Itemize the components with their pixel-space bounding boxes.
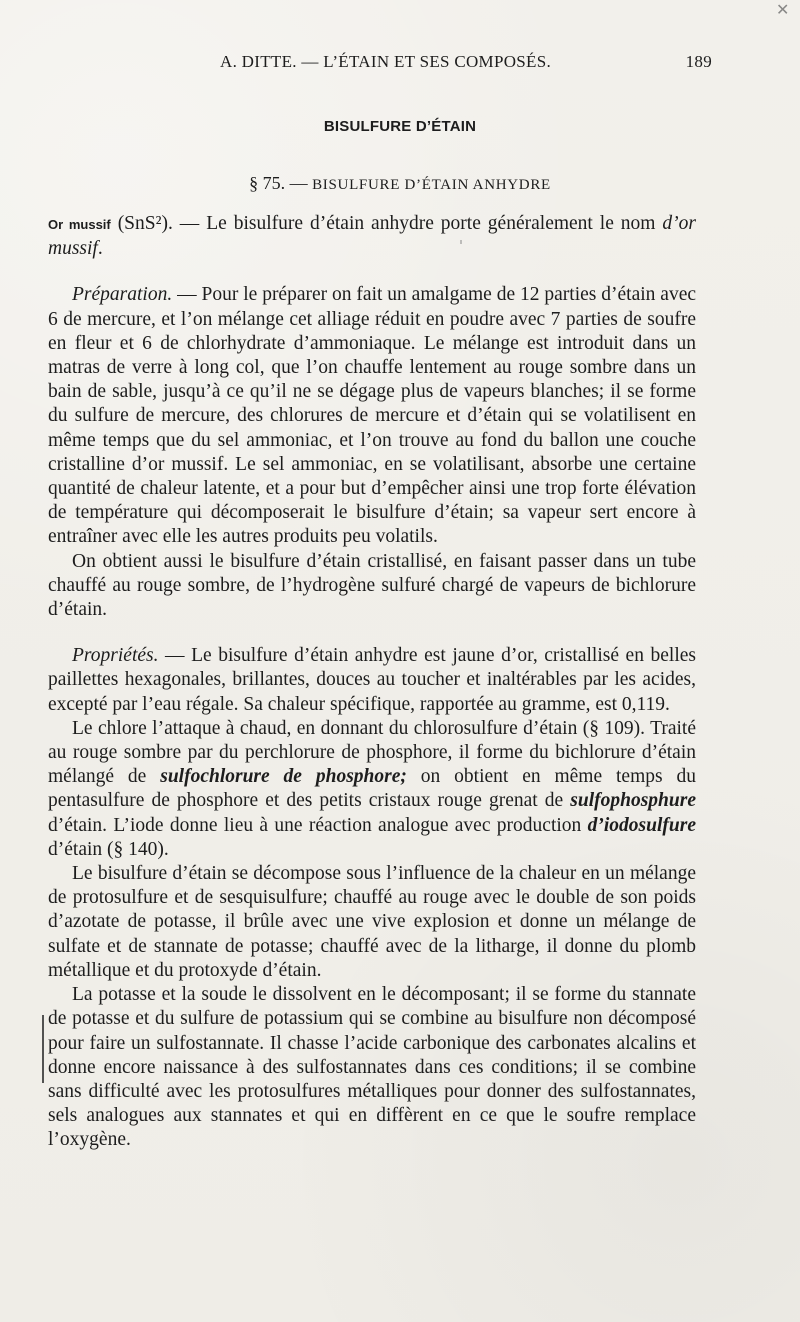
section-label: § 75. — <box>249 173 308 193</box>
or-mussif-end: . <box>97 238 103 260</box>
running-head <box>0 52 800 80</box>
corner-scan-mark: ✕ <box>776 0 790 19</box>
properties-text: — Le bisulfure d’étain anhydre est jaune d’or, cristallisé en belles paillettes hexagonales, brillantes, douces au toucher et inaltérables par les acides, excepté par l’eau régale. Sa chaleur spécifique, rapportée au gramme, est 0,119. <box>48 645 696 715</box>
preparation-text: — Pour le préparer on fait un amalgame de 12 parties d’étain avec 6 de mercure, et l’on mélange cet alliage réduit en poudre avec 7 parties de soufre en fleur et 6 de chlorhydrate d’ammoniaque. Le mélange est introduit dans un matras de verre à long col, que l’on chauffe lentement au rouge sombre dans un bain de sable, jusqu’à ce qu’il ne se dégage plus de vapeurs blanches; il se forme du sulfure de mercure, des chlorures de mercure et d’étain qui se volatilisent en même temps que du sel ammoniac, et l’on trouve au fond du ballon une couche cristalline d’or mussif. Le sel ammoniac, en se volatilisant, absorbe une certaine quantité de chaleur latente, et a pour but d’empêcher ainsi une trop forte élévation de température qui décomposerait le bisulfure d’étain; sa vapeur sert encore à entraîner avec elle les autres produits peu volatils. <box>48 284 696 548</box>
chlorine-italic-b: sulfophosphure <box>570 790 696 812</box>
paragraph-or-mussif <box>48 212 696 261</box>
chapter-title: BISULFURE D’ÉTAIN <box>323 118 477 135</box>
or-mussif-text: (SnS²). — Le bisulfure d’étain anhydre porte généralement le nom <box>110 213 663 234</box>
chlorine-text-d: d’étain (§ 140). <box>48 838 169 860</box>
paragraph-alkali-reactions <box>48 983 696 1152</box>
crystallized-method-text: On obtient aussi le bisulfure d’étain cristallisé, en faisant passer dans un tube chauffé au rouge sombre, de l’hydrogène sulfuré chargé de vapeurs de bichlorure d’étain. <box>48 550 696 621</box>
body-text <box>48 212 696 1153</box>
chlorine-text-c: d’étain. L’iode donne lieu à une réaction analogue avec production <box>48 814 588 836</box>
heat-decomposition-text: Le bisulfure d’étain se décompose sous l’influence de la chaleur en un mélange de protosulfure et de sesquisulfure; chauffé au rouge avec le double de son poids d’azotate de potasse, il brûle avec une vive explosion et donne un mélange de sulfate et de stannate de potasse; chauffé avec de la litharge, il donne du plomb métallique et du protoxyde d’étain. <box>48 863 696 981</box>
paragraph-heat-decomposition <box>48 862 696 983</box>
chlorine-text-a: Le chlore l’attaque à chaud, en donnant du chlorosulfure d’étain (§ 109). Traité au rouge sombre par du perchlorure de phosphore, il forme du bichlorure d’étain mélangé de <box>48 717 696 788</box>
or-mussif-italic: d’or mussif <box>48 213 696 260</box>
running-head-title: A. DITTE. — L’ÉTAIN ET SES COMPOSÉS. <box>220 52 552 71</box>
paragraph-preparation <box>48 283 696 549</box>
section-heading <box>0 173 800 194</box>
page-number: 189 <box>685 52 712 71</box>
margin-rule <box>42 1015 44 1083</box>
chlorine-text-b: on obtient en même temps du pentasulfure de phosphore et des petits cristaux rouge grenat de <box>48 766 696 812</box>
paragraph-crystallized-method <box>48 550 696 623</box>
or-mussif-label: Or mussif <box>48 217 111 232</box>
paragraph-properties <box>48 644 696 717</box>
section-title: BISULFURE D’ÉTAIN ANHYDRE <box>312 177 551 193</box>
chlorine-italic-c: d’iodosulfure <box>587 814 696 836</box>
chlorine-italic-a: sulfochlorure de phosphore; <box>160 766 407 788</box>
paragraph-chlorine-reactions <box>48 717 696 862</box>
alkali-reactions-text: La potasse et la soude le dissolvent en le décomposant; il se forme du stannate de potasse et du sulfure de potassium qui se combine au bisulfure non décomposé pour faire un sulfostannate. Il chasse l’acide carbonique des carbonates alcalins et donne encore naissance à des sulfostannates dans ces conditions; il se combine sans difficulté avec les protosulfures métalliques pour donner des sulfostannates, sels analogues aux stannates et qui en diffèrent en ce que le soufre remplace l’oxygène. <box>48 984 696 1151</box>
properties-label: Propriétés. <box>72 645 159 667</box>
preparation-label: Préparation. <box>72 284 173 306</box>
